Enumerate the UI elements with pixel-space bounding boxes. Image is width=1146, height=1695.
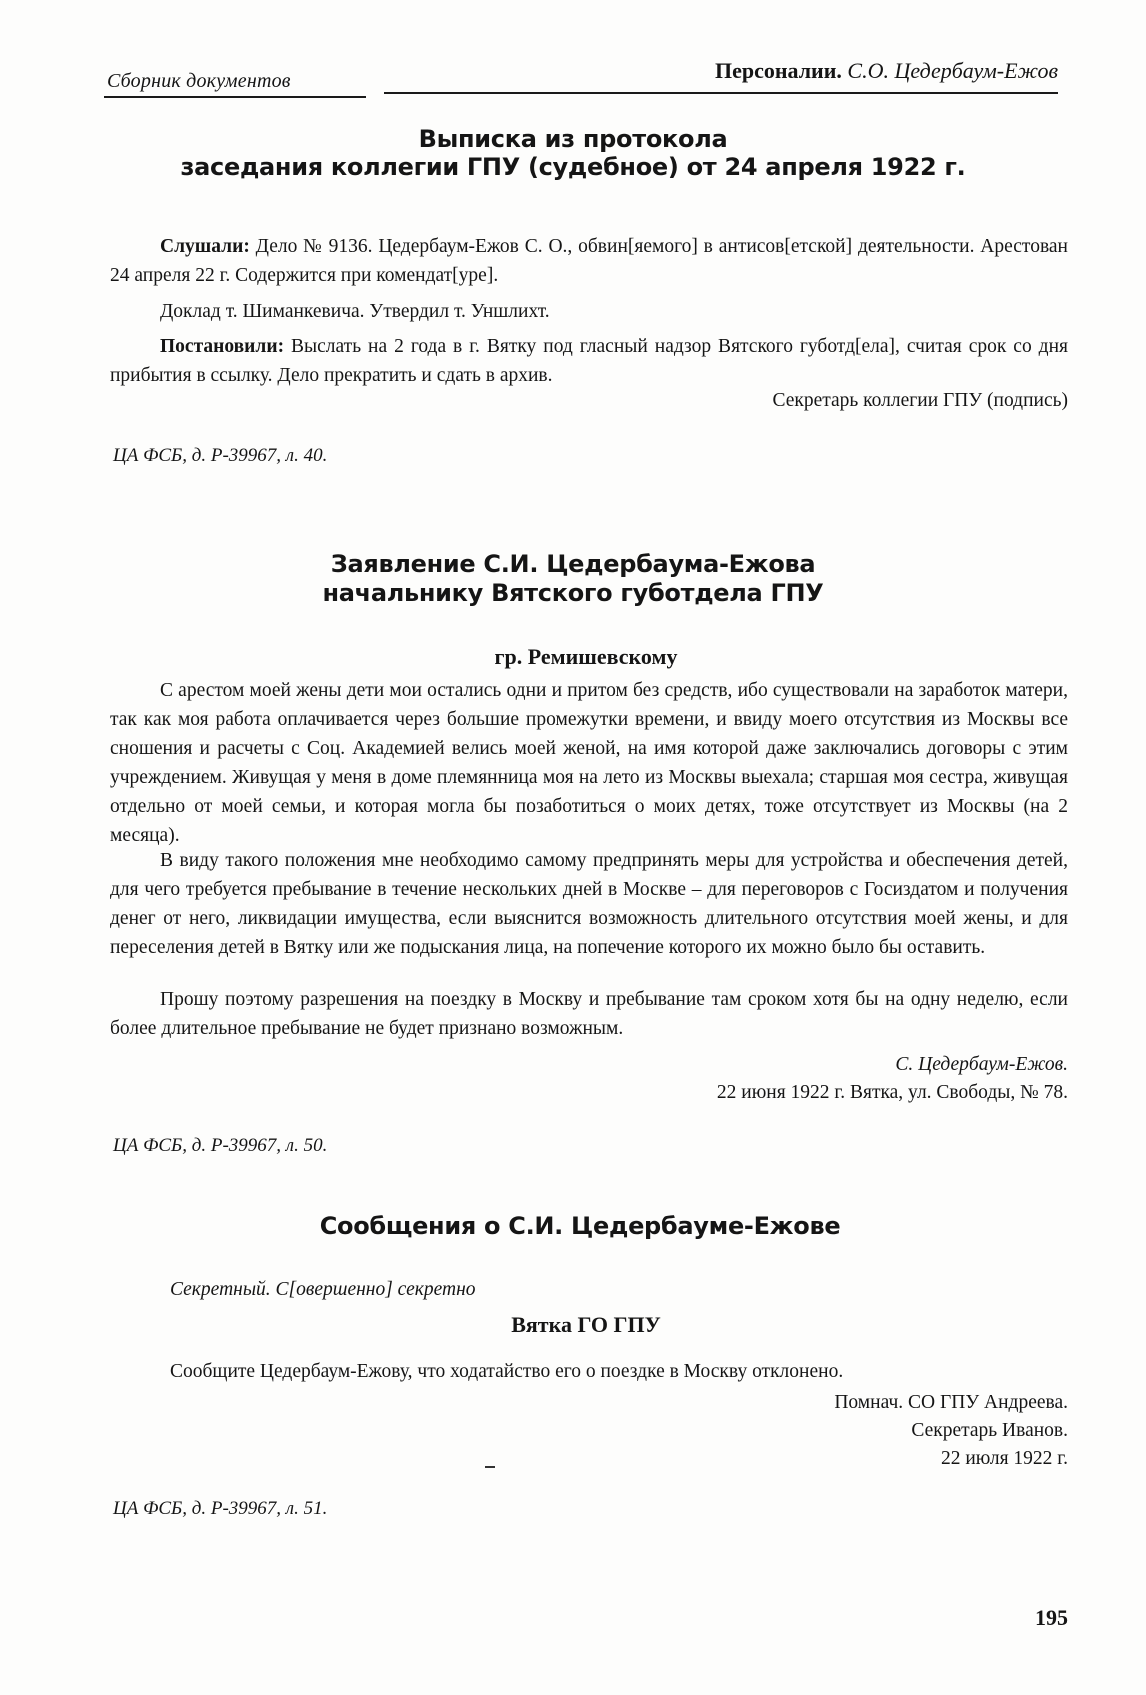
doc2-paragraph-2: В виду такого положения мне необходимо самому предпринять меры для устройства и обеспечения детей, для чего требуется пребывание в течение нескольких дней в Москве – для переговоров с Госиздатом и получения денег от него, ликвидации имущества, если выяснится возможность длительного отсутствия моей жены, и для переселения детей в Вятку или же подыскания лица, на попечение которого их можно было бы оставить.: [110, 850, 1068, 958]
doc3-signer-2: Секретарь Иванов.: [911, 1420, 1068, 1441]
doc1-resolved-text: Выслать на 2 года в г. Вятку под гласный надзор Вятского губотд[ела], считая срок со дня прибытия в ссылку. Дело прекратить и сдать в архив.: [110, 336, 1068, 386]
doc2-paragraph-3: Прошу поэтому разрешения на поездку в Москву и пребывание там сроком хотя бы на одну неделю, если более длительное пребывание не будет признано возможным.: [110, 989, 1068, 1039]
doc2-signature: С. Цедербаум-Ежов.: [895, 1054, 1068, 1075]
doc1-heard-label: Слушали:: [160, 236, 250, 257]
doc2-date-place: 22 июня 1922 г. Вятка, ул. Свободы, № 78.: [716, 1082, 1068, 1103]
doc3-message: Сообщите Цедербаум-Ежову, что ходатайство его о поездке в Москву отклонено.: [170, 1361, 844, 1382]
signature-stroke: [485, 1466, 495, 1468]
doc2-title-line2: начальнику Вятского губотдела ГПУ: [322, 579, 824, 607]
page-number: 195: [1035, 1605, 1068, 1630]
doc3-archive-ref: ЦА ФСБ, д. Р-39967, л. 51.: [113, 1498, 328, 1519]
doc1-resolved-paragraph: [110, 332, 1068, 390]
doc3-date: 22 июля 1922 г.: [940, 1448, 1068, 1469]
doc3-signer-1: Помнач. СО ГПУ Андреева.: [834, 1392, 1068, 1413]
doc2-archive-ref: ЦА ФСБ, д. Р-39967, л. 50.: [113, 1135, 328, 1156]
doc1-signature: Секретарь коллегии ГПУ (подпись): [772, 390, 1068, 411]
doc1-archive-ref: ЦА ФСБ, д. Р-39967, л. 40.: [113, 445, 328, 466]
doc1-resolved-label: Постановили:: [160, 336, 285, 357]
header-rule-right: [384, 92, 1058, 94]
doc1-title-line2: заседания коллегии ГПУ (судебное) от 24 апреля 1922 г.: [180, 153, 966, 181]
header-person-name: С.О. Цедербаум-Ежов: [847, 58, 1058, 83]
doc2-addressee: гр. Ремишевскому: [494, 644, 678, 669]
running-header-right: [715, 58, 1058, 84]
doc3-classification: Секретный. С[овершенно] секретно: [170, 1279, 476, 1300]
doc1-report: Доклад т. Шиманкевича. Утвердил т. Уншлихт.: [160, 301, 550, 322]
doc1-heard-text: Дело № 9136. Цедербаум-Ежов С. О., обвин[яемого] в антисов[етской] деятельности. Арестован 24 апреля 22 г. Содержится при комендат[уре].: [110, 236, 1068, 286]
running-header-left: Сборник документов: [107, 70, 291, 92]
doc1-title-line1: Выписка из протокола: [418, 125, 728, 153]
header-rule-left: [104, 96, 366, 98]
doc2-paragraph-1: С арестом моей жены дети мои остались одни и притом без средств, ибо существовали на заработок матери, так как моя работа оплачивается через большие промежутки времени, и ввиду моего отсутствия из Москвы все сношения и расчеты с Соц. Академией велись моей женой, на имя которой даже заключались договоры с этим учреждением. Живущая у меня в доме племянница моя на лето из Москвы выехала; старшая моя сестра, живущая отдельно от моей семьи, и которая могла бы позаботиться о моих детях, тоже отсутствует из Москвы (на 2 месяца).: [110, 680, 1068, 846]
doc3-recipient: Вятка ГО ГПУ: [511, 1312, 661, 1337]
doc3-title: Сообщения о С.И. Цедербауме-Ежове: [319, 1212, 841, 1240]
doc2-title-line1: Заявление С.И. Цедербаума-Ежова: [330, 550, 816, 578]
header-section-label: Персоналии.: [714, 58, 842, 83]
doc1-heard-paragraph: [110, 232, 1068, 290]
